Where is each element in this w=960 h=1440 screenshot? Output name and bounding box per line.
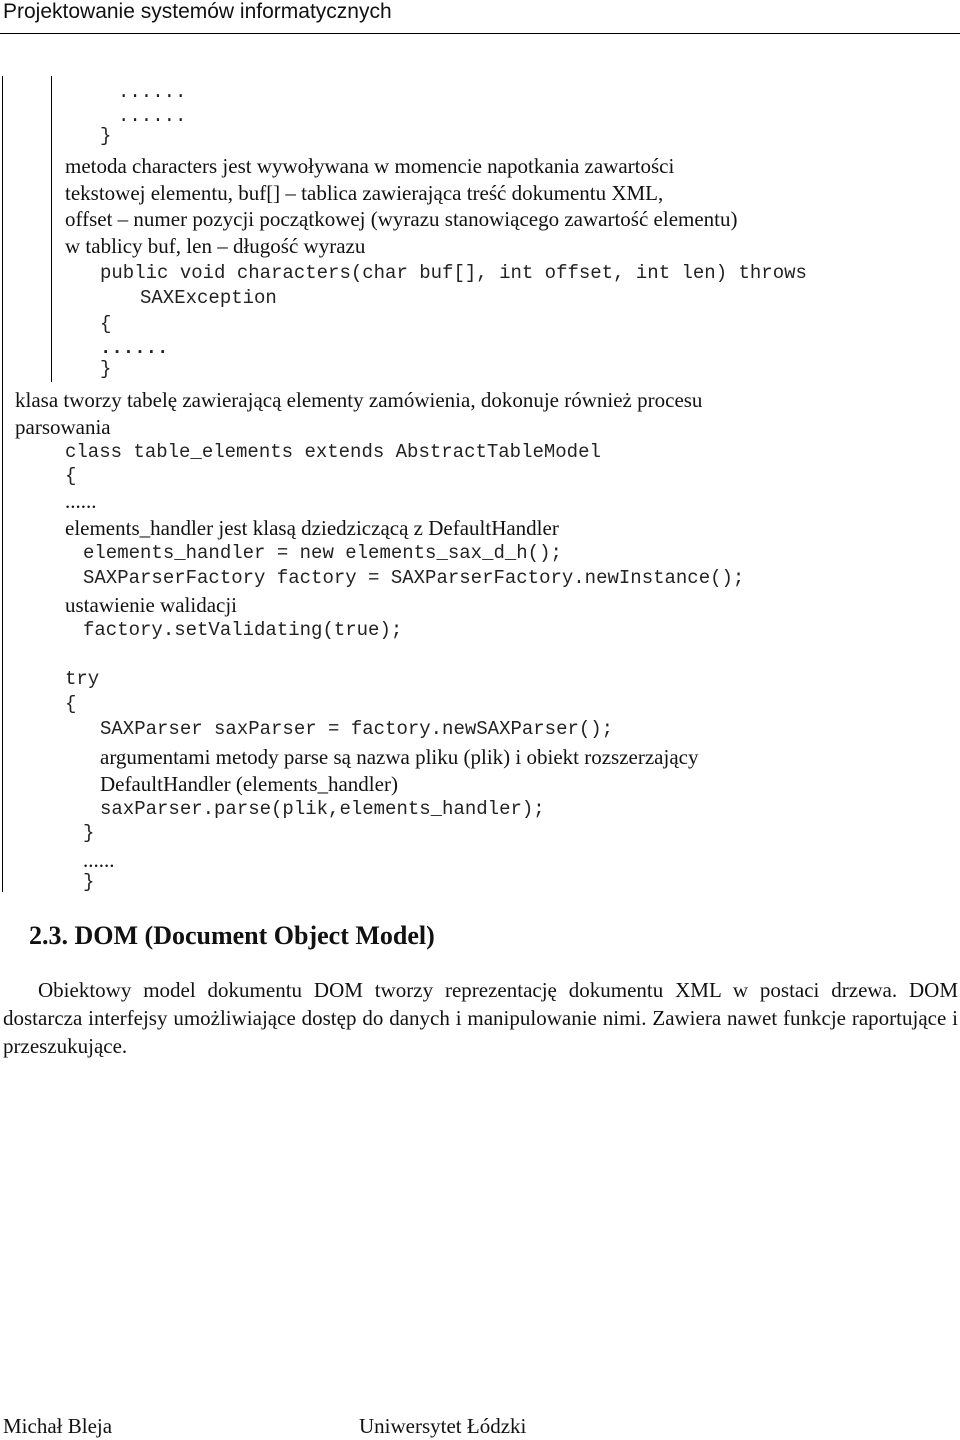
code-dots-2: ...... xyxy=(118,105,187,127)
code-close-brace-1: } xyxy=(100,125,112,147)
code-dots-1: ...... xyxy=(118,81,187,103)
handler-description: elements_handler jest klasą dziedziczącą z DefaultHandler xyxy=(65,516,559,540)
parse-description-line-1: argumentami metody parse są nazwa pliku (plik) i obiekt rozszerzający xyxy=(100,745,699,769)
try-keyword: try xyxy=(65,668,100,690)
validation-description: ustawienie walidacji xyxy=(65,593,238,617)
class-close-brace: } xyxy=(83,871,95,893)
handler-code: elements_handler = new elements_sax_d_h(); xyxy=(83,542,562,564)
class-body-dots: ...... xyxy=(65,489,97,513)
page-header-title: Projektowanie systemów informatycznych xyxy=(3,0,392,23)
parse-description-line-2: DefaultHandler (elements_handler) xyxy=(100,772,398,796)
class-description-line-2: parsowania xyxy=(15,415,111,439)
parser-code: SAXParser saxParser = factory.newSAXParser(); xyxy=(100,718,614,740)
section-heading: 2.3. DOM (Document Object Model) xyxy=(29,921,435,950)
characters-description-line-2: tekstowej elementu, buf[] – tablica zawierająca treść dokumentu XML, xyxy=(65,181,664,205)
characters-description-line-1: metoda characters jest wywoływana w momencie napotkania zawartości xyxy=(65,154,675,178)
class-body-dots-2: ...... xyxy=(83,848,115,872)
parse-code: saxParser.parse(plik,elements_handler); xyxy=(100,798,545,820)
header-divider xyxy=(0,33,960,34)
characters-signature-line-2: SAXException xyxy=(140,287,277,309)
characters-description-line-3: offset – numer pozycji początkowej (wyrazu stanowiącego zawartość elementu) xyxy=(65,207,738,231)
characters-close-brace: } xyxy=(100,358,112,380)
characters-signature-line-1: public void characters(char buf[], int offset, int len) throws xyxy=(100,262,807,284)
characters-open-brace: { xyxy=(100,313,112,335)
footer-author: Michał Bleja xyxy=(3,1414,113,1438)
try-close-brace: } xyxy=(83,822,95,844)
section-paragraph xyxy=(3,976,958,1060)
factory-code: SAXParserFactory factory = SAXParserFactory.newInstance(); xyxy=(83,567,745,589)
class-open-brace: { xyxy=(65,465,77,487)
characters-description-line-4: w tablicy buf, len – długość wyrazu xyxy=(65,234,366,258)
class-declaration: class table_elements extends AbstractTableModel xyxy=(65,441,601,463)
margin-bar-inner xyxy=(51,76,52,382)
try-open-brace: { xyxy=(65,693,77,715)
class-description-line-1: klasa tworzy tabelę zawierającą elementy zamówienia, dokonuje również procesu xyxy=(15,388,703,412)
validation-code: factory.setValidating(true); xyxy=(83,619,403,641)
margin-bar-outer xyxy=(2,76,3,892)
section-paragraph-text: Obiektowy model dokumentu DOM tworzy reprezentację dokumentu XML w postaci drzewa. DOM dostarcza interfejsy umożliwiające dostęp do danych i manipulowanie nimi. Zawiera nawet funkcje raportujące i przeszukujące. xyxy=(3,978,958,1058)
footer-university: Uniwersytet Łódzki xyxy=(359,1414,527,1438)
characters-body-dots: ...... xyxy=(100,337,169,359)
